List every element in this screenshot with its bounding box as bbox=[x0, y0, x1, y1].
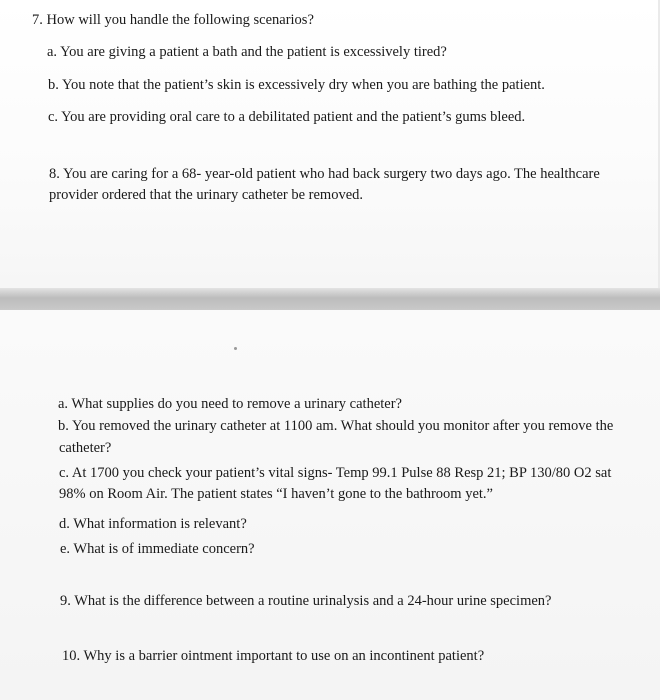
question-7b: b. You note that the patient’s skin is excessively dry when you are bathing the patient. bbox=[48, 77, 545, 93]
question-8-intro-line1: 8. You are caring for a 68- year-old patient who had back surgery two days ago. The healthcare bbox=[49, 166, 600, 182]
question-8c-line1: c. At 1700 you check your patient’s vital signs- Temp 99.1 Pulse 88 Resp 21; BP 130/80 O2 sat bbox=[59, 465, 612, 481]
question-8a: a. What supplies do you need to remove a urinary catheter? bbox=[58, 396, 402, 412]
question-8d: d. What information is relevant? bbox=[59, 516, 247, 532]
question-8b-line1: b. You removed the urinary catheter at 1100 am. What should you monitor after you remove the bbox=[58, 418, 614, 434]
scan-speck bbox=[234, 347, 237, 350]
question-9: 9. What is the difference between a routine urinalysis and a 24-hour urine specimen? bbox=[60, 593, 552, 609]
question-8c-line2: 98% on Room Air. The patient states “I haven’t gone to the bathroom yet.” bbox=[59, 486, 493, 502]
question-7c: c. You are providing oral care to a debilitated patient and the patient’s gums bleed. bbox=[48, 109, 526, 125]
worksheet-page-top bbox=[0, 0, 660, 288]
page-separator bbox=[0, 288, 660, 310]
question-8-intro-line2: provider ordered that the urinary catheter be removed. bbox=[49, 187, 364, 203]
question-7a: a. You are giving a patient a bath and the patient is excessively tired? bbox=[47, 44, 447, 60]
worksheet-page-bottom bbox=[0, 310, 660, 700]
question-8e: e. What is of immediate concern? bbox=[60, 541, 255, 557]
question-10: 10. Why is a barrier ointment important to use on an incontinent patient? bbox=[62, 648, 485, 664]
question-8b-line2: catheter? bbox=[59, 440, 112, 456]
question-7-title: 7. How will you handle the following scenarios? bbox=[32, 12, 314, 28]
